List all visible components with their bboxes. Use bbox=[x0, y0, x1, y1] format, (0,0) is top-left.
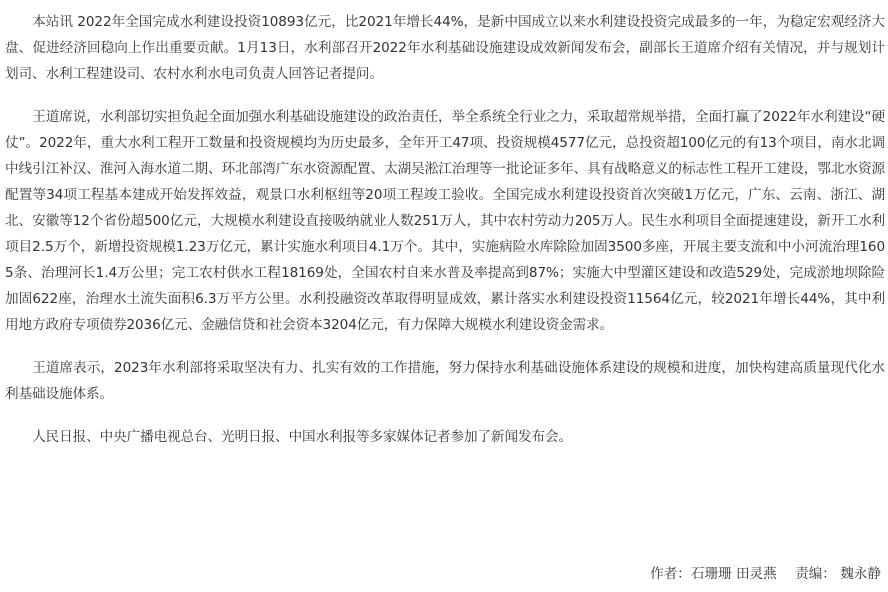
editor-credit: 责编： 魏永静 bbox=[795, 566, 881, 582]
author-credit: 作者：石珊珊 田灵燕 bbox=[650, 566, 777, 582]
article-paragraph-3: 王道席表示，2023年水利部将采取坚决有力、扎实有效的工作措施，努力保持水利基础设施体系建设的规模和进度，加快构建高质量现代化水利基础设施体系。 bbox=[5, 360, 885, 402]
article-paragraph-4: 人民日报、中央广播电视总台、光明日报、中国水利报等多家媒体记者参加了新闻发布会。 bbox=[32, 429, 572, 445]
article-paragraph-2: 王道席说，水利部切实担负起全面加强水利基础设施建设的政治责任，举全系统全行业之力，采取超常规举措，全面打赢了2022年水利建设“硬仗”。2022年，重大水利工程开工数量和投资规模均为历史最多，全年开工47项、投资规模4577亿元，总投资超100亿元的有13个项目，南水北调中线引江补汉、淮河入海水道二期、环北部湾广东水资源配置、太湖吴淞江治理等一批论证多年、具有战略意义的标志性工程开工建设，鄂北水资源配置等34项工程基本建成开始发挥效益，观景口水利枢纽等20项工程竣工验收。全国完成水利建设投资首次突破1万亿元，广东、云南、浙江、湖北、安徽等12个省份超500亿元，大规模水利建设直接吸纳就业人数251万人，其中农村劳动力205万人。民生水利项目全面提速建设，新开工水利项目2.5万个，新增投资规模1.23万亿元，累计实施水利项目4.1万个。其中，实施病险水库除险加固3500多座，开展主要支流和中小河流治理1605条、治理河长1.4万公里；完工农村供水工程18169处，全国农村自来水普及率提高到87%；实施大中型灌区建设和改造529处，完成淤地坝除险加固622座，治理水土流失面积6.3万平方公里。水利投融资改革取得明显成效，累计落实水利建设投资11564亿元，较2021年增长44%，其中利用地方政府专项债券2036亿元、金融信贷和社会资本3204亿元，有力保障大规模水利建设资金需求。 bbox=[5, 109, 885, 333]
article-byline bbox=[650, 562, 881, 586]
article-paragraph-1: 本站讯 2022年全国完成水利建设投资10893亿元，比2021年增长44%，是新中国成立以来水利建设投资完成最多的一年，为稳定宏观经济大盘、促进经济回稳向上作出重要贡献。1月13日，水利部召开2022年水利基础设施建设成效新闻发布会，副部长王道席介绍有关情况，并与规划计划司、水利工程建设司、农村水利水电司负责人回答记者提问。 bbox=[5, 14, 885, 82]
article-body bbox=[5, 9, 885, 450]
